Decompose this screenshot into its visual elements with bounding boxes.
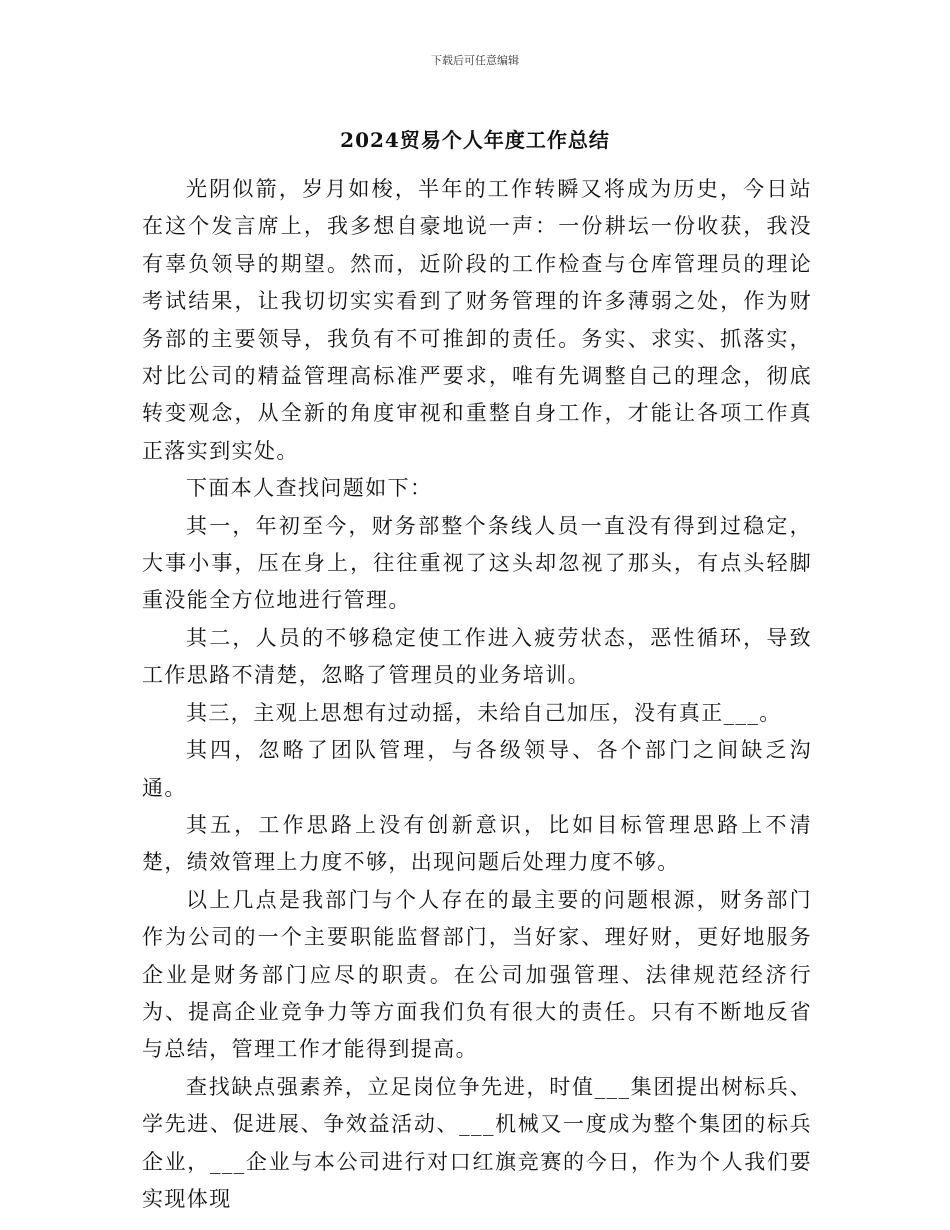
paragraph: 光阴似箭，岁月如梭，半年的工作转瞬又将成为历史，今日站在这个发言席上，我多想自豪地说一声：一份耕坛一份收获，我没有辜负领导的期望。然而，近阶段的工作检查与仓库管理员的理论考试结果，让我切切实实看到了财务管理的许多薄弱之处，作为财务部的主要领导，我负有不可推卸的责任。务实、求实、抓落实，对比公司的精益管理高标准严要求，唯有先调整自己的理念，彻底转变观念，从全新的角度审视和重整自身工作，才能让各项工作真正落实到实处。 (142, 177, 812, 463)
paragraph: 查找缺点强素养，立足岗位争先进，时值___集团提出树标兵、学先进、促进展、争效益活动、___机械又一度成为整个集团的标兵企业，___企业与本公司进行对口红旗竞赛的今日，作为个人我们要实现体现 (142, 1074, 812, 1211)
document-title: 2024贸易个人年度工作总结 (340, 128, 610, 152)
paragraph: 其四，忽略了团队管理，与各级领导、各个部门之间缺乏沟通。 (142, 738, 812, 800)
paragraph: 其三，主观上思想有过动摇，未给自己加压，没有真正___。 (186, 700, 782, 725)
document-body (142, 171, 812, 1218)
paragraph: 下面本人查找问题如下： (186, 476, 433, 501)
paragraph: 以上几点是我部门与个人存在的最主要的问题根源，财务部门作为公司的一个主要职能监督部门，当好家、理好财，更好地服务企业是财务部门应尽的职责。在公司加强管理、法律规范经济行为、提高企业竞争力等方面我们负有很大的责任。只有不断地反省与总结，管理工作才能得到提高。 (142, 887, 812, 1062)
paragraph: 其五，工作思路上没有创新意识，比如目标管理思路上不清楚，绩效管理上力度不够，出现问题后处理力度不够。 (142, 812, 812, 875)
paragraph: 其一，年初至今，财务部整个条线人员一直没有得到过稳定，大事小事，压在身上，往往重视了这头却忽视了那头，有点头轻脚重没能全方位地进行管理。 (142, 513, 812, 613)
paragraph: 其二，人员的不够稳定使工作进入疲劳状态，恶性循环，导致工作思路不清楚，忽略了管理员的业务培训。 (142, 625, 812, 688)
header-note: 下载后可任意编辑 (431, 54, 519, 67)
